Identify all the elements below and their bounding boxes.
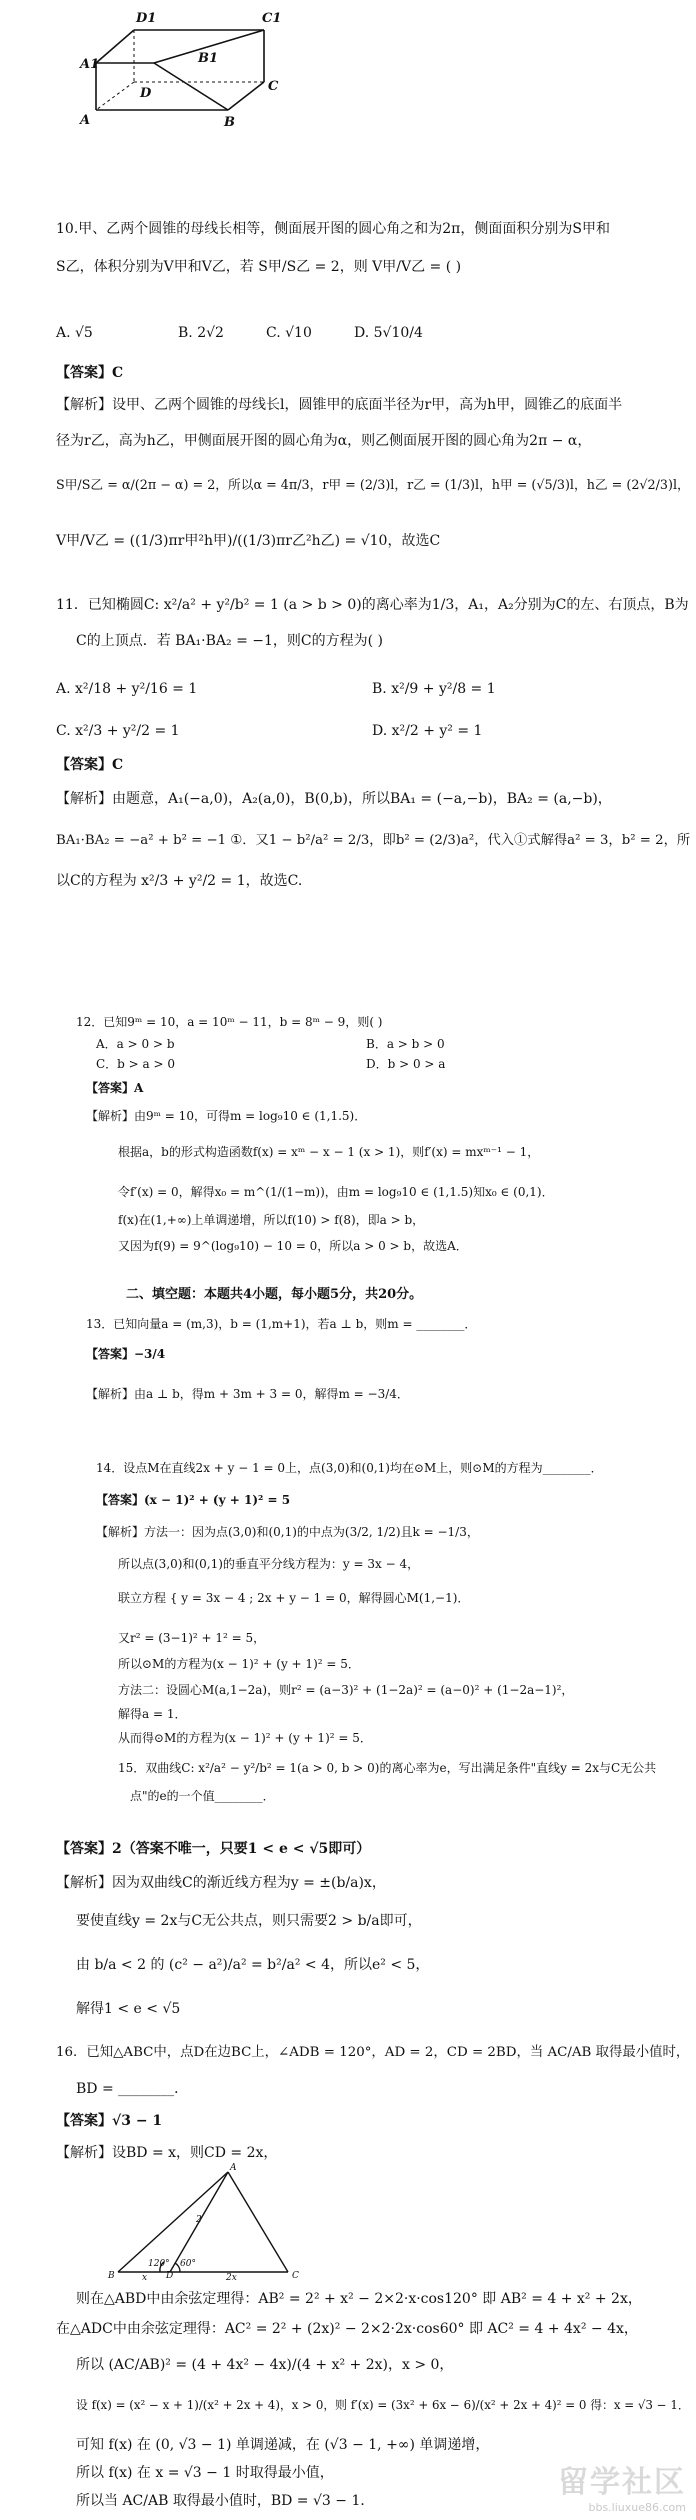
label-ad-length: 2: [196, 2215, 202, 2225]
q12-option-a: A．a > 0 > b: [96, 1037, 175, 1051]
q14-analysis-6: 方法二：设圆心M(a,1−2a)，则r² = (a−3)² + (1−2a)² = (a−0)² + (1−2a−1)²，: [118, 1683, 574, 1697]
q15-stem-line2: 点"的e的一个值________．: [130, 1789, 275, 1803]
q10-analysis-2: 径为r乙，高为h乙，甲侧面展开图的圆心角为α，则乙侧面展开图的圆心角为2π − α，: [56, 433, 592, 449]
q14-analysis-8: 从而得⊙M的方程为(x − 1)² + (y + 1)² = 5．: [118, 1731, 372, 1745]
q14-analysis-1: 【解析】方法一：因为点(3,0)和(0,1)的中点为(3/2, 1/2)且k = −1/3，: [96, 1525, 479, 1539]
label-d1: D1: [136, 11, 157, 26]
q10-option-c: C. √10: [266, 325, 312, 341]
q10-answer: 【答案】C: [56, 365, 124, 381]
cube-diagram: [0, 0, 696, 130]
section-2-heading: 二、填空题：本题共4小题，每小题5分，共20分。: [126, 1287, 423, 1302]
label-angle-120: 120°: [148, 2259, 170, 2269]
q16-analysis-6: 可知 f(x) 在 (0, √3 − 1) 单调递减，在 (√3 − 1, +∞) 单调递增，: [76, 2437, 490, 2453]
label-c: C: [268, 79, 279, 94]
label-b1: B1: [198, 51, 219, 66]
q14-stem: 14．设点M在直线2x + y − 1 = 0上，点(3,0)和(0,1)均在⊙M上，则⊙M的方程为________．: [96, 1461, 603, 1475]
watermark-logo-text: 留学社区: [558, 2465, 686, 2500]
q15-analysis-3: 由 b/a < 2 的 (c² − a²)/a² = b²/a² < 4，所以e² < 5，: [76, 1957, 430, 1973]
segment-ab: [118, 2172, 228, 2272]
q15-analysis-2: 要使直线y = 2x与C无公共点，则只需要2 > b/a即可，: [76, 1913, 422, 1929]
label-angle-60: 60°: [180, 2259, 196, 2269]
edge-b1-b: [154, 63, 228, 110]
q12-option-d: D．b > 0 > a: [366, 1057, 446, 1071]
q11-answer: 【答案】C: [56, 757, 124, 773]
q12-analysis-4: f(x)在(1,+∞)上单调递增，所以f(10) > f(8)，即a > b，: [118, 1213, 425, 1227]
q10-option-a: A. √5: [56, 325, 93, 341]
q12-answer: 【答案】A: [86, 1081, 144, 1095]
q10-option-b: B. 2√2: [178, 325, 224, 341]
q11-option-d: D. x²/2 + y² = 1: [372, 723, 483, 739]
label-dc-length: 2x: [226, 2273, 237, 2280]
q16-analysis-3: 在△ADC中由余弦定理得：AC² = 2² + (2x)² − 2×2·2x·cos60° 即 AC² = 4 + 4x² − 4x，: [56, 2321, 638, 2337]
q15-answer: 【答案】2（答案不唯一，只要1 < e < √5即可）: [56, 1841, 371, 1857]
q14-analysis-7: 解得a = 1．: [118, 1707, 187, 1721]
q11-stem-line2: C的上顶点．若 BA₁·BA₂ = −1，则C的方程为( ): [76, 633, 383, 649]
q12-analysis-5: 又因为f(9) = 9^(log₉10) − 10 = 0，所以a > 0 > b，故选A．: [118, 1239, 468, 1253]
q11-option-a: A. x²/18 + y²/16 = 1: [56, 681, 198, 697]
q10-option-d: D. 5√10/4: [354, 325, 423, 341]
q10-stem-line1: 10.甲、乙两个圆锥的母线长相等，侧面展开图的圆心角之和为2π，侧面面积分别为S甲和: [56, 221, 610, 237]
q14-analysis-2: 所以点(3,0)和(0,1)的垂直平分线方程为：y = 3x − 4，: [118, 1557, 420, 1571]
q16-analysis-1: 【解析】设BD = x，则CD = 2x，: [56, 2145, 278, 2161]
watermark-url: bbs.liuxue86.com: [588, 2501, 686, 2514]
q11-analysis-1: 【解析】由题意，A₁(−a,0)，A₂(a,0)，B(0,b)，所以BA₁ = (−a,−b)，BA₂ = (a,−b)，: [56, 791, 612, 807]
q12-analysis-2: 根据a，b的形式构造函数f(x) = xᵐ − x − 1 (x > 1)，则f′(x) = mxᵐ⁻¹ − 1，: [118, 1145, 540, 1159]
label-a: A: [80, 113, 91, 128]
q16-analysis-5: 设 f(x) = (x² − x + 1)/(x² + 2x + 4)，x > 0，则 f′(x) = (3x² + 6x − 6)/(x² + 2x + 4)² = 0 得：x = √3 − 1．: [76, 2398, 690, 2412]
q15-analysis-1: 【解析】因为双曲线C的渐近线方程为y = ±(b/a)x，: [56, 1875, 386, 1891]
q16-analysis-4: 所以 (AC/AB)² = (4 + 4x² − 4x)/(4 + x² + 2x)，x > 0，: [76, 2357, 454, 2373]
q16-analysis-8: 所以当 AC/AB 取得最小值时，BD = √3 − 1．: [76, 2493, 375, 2509]
q14-analysis-5: 所以⊙M的方程为(x − 1)² + (y + 1)² = 5．: [118, 1657, 360, 1671]
q16-stem-line2: BD = ________．: [76, 2081, 189, 2097]
label-point-d: D: [166, 2271, 174, 2280]
q14-analysis-3: 联立方程 { y = 3x − 4 ; 2x + y − 1 = 0，解得圆心M(1,−1)．: [118, 1591, 470, 1605]
q12-option-c: C．b > a > 0: [96, 1057, 176, 1071]
hidden-edge-d-a: [96, 82, 134, 110]
q11-analysis-2: BA₁·BA₂ = −a² + b² = −1 ①．又1 − b²/a² = 2/3，即b² = (2/3)a²，代入①式解得a² = 3，b² = 2，所: [56, 833, 691, 848]
q10-analysis-4: V甲/V乙 = ((1/3)πr甲²h甲)/((1/3)πr乙²h乙) = √10，故选C: [56, 533, 441, 549]
q10-stem-line2: S乙，体积分别为V甲和V乙，若 S甲/S乙 = 2，则 V甲/V乙 = ( ): [56, 259, 462, 275]
q12-option-b: B．a > b > 0: [366, 1037, 445, 1051]
q11-stem-line1: 11．已知椭圆C: x²/a² + y²/b² = 1 (a > b > 0)的离心率为1/3，A₁，A₂分别为C的左、右顶点，B为: [56, 597, 689, 613]
q16-analysis-2: 则在△ABD中由余弦定理得：AB² = 2² + x² − 2×2·x·cos120° 即 AB² = 4 + x² + 2x，: [76, 2291, 642, 2307]
q16-stem-line1: 16．已知△ABC中，点D在边BC上，∠ADB = 120°，AD = 2，CD = 2BD，当 AC/AB 取得最小值时，: [56, 2045, 690, 2060]
q12-analysis-3: 令f′(x) = 0，解得x₀ = m^(1/(1−m))，由m = log₉10 ∈ (1,1.5)知x₀ ∈ (0,1)．: [118, 1185, 554, 1199]
q15-analysis-4: 解得1 < e < √5: [76, 2001, 181, 2017]
q13-answer: 【答案】−3/4: [86, 1347, 166, 1361]
q15-stem-line1: 15．双曲线C: x²/a² − y²/b² = 1(a > 0, b > 0)的离心率为e，写出满足条件"直线y = 2x与C无公共: [118, 1761, 657, 1775]
watermark: [558, 2457, 686, 2514]
q11-analysis-3: 以C的方程为 x²/3 + y²/2 = 1，故选C.: [56, 873, 303, 889]
q10-analysis-1: 【解析】设甲、乙两个圆锥的母线长l，圆锥甲的底面半径为r甲，高为h甲，圆锥乙的底面半: [56, 397, 623, 413]
segment-ac: [228, 2172, 288, 2272]
q16-answer: 【答案】√3 − 1: [56, 2113, 163, 2129]
triangle-diagram: [0, 2160, 696, 2280]
q10-analysis-3: S甲/S乙 = α/(2π − α) = 2，所以α = 4π/3，r甲 = (2/3)l，r乙 = (1/3)l，h甲 = (√5/3)l，h乙 = (2√2/3)l，: [56, 477, 690, 492]
edge-a1-d1: [96, 30, 134, 63]
q11-option-b: B. x²/9 + y²/8 = 1: [372, 681, 496, 697]
label-a1: A1: [80, 57, 100, 72]
q13-stem: 13．已知向量a = (m,3)，b = (1,m+1)，若a ⊥ b，则m = ________．: [86, 1317, 477, 1331]
q12-analysis-1: 【解析】由9ᵐ = 10，可得m = log₉10 ∈ (1,1.5)．: [86, 1109, 367, 1123]
label-bd-length: x: [142, 2273, 148, 2280]
label-c1: C1: [262, 11, 282, 26]
q16-analysis-7: 所以 f(x) 在 x = √3 − 1 时取得最小值，: [76, 2465, 334, 2481]
label-point-a: A: [230, 2163, 237, 2173]
q14-analysis-4: 又r² = (3−1)² + 1² = 5，: [118, 1631, 266, 1645]
label-d: D: [140, 86, 152, 101]
label-b: B: [224, 115, 235, 130]
q13-analysis: 【解析】由a ⊥ b，得m + 3m + 3 = 0，解得m = −3/4．: [86, 1387, 409, 1401]
edge-b-c: [228, 82, 264, 110]
label-point-c: C: [292, 2271, 299, 2280]
q14-answer: 【答案】(x − 1)² + (y + 1)² = 5: [96, 1493, 291, 1507]
q11-option-c: C. x²/3 + y²/2 = 1: [56, 723, 180, 739]
q12-stem: 12．已知9ᵐ = 10，a = 10ᵐ − 11，b = 8ᵐ − 9，则( ): [76, 1015, 383, 1029]
label-point-b: B: [108, 2271, 115, 2280]
